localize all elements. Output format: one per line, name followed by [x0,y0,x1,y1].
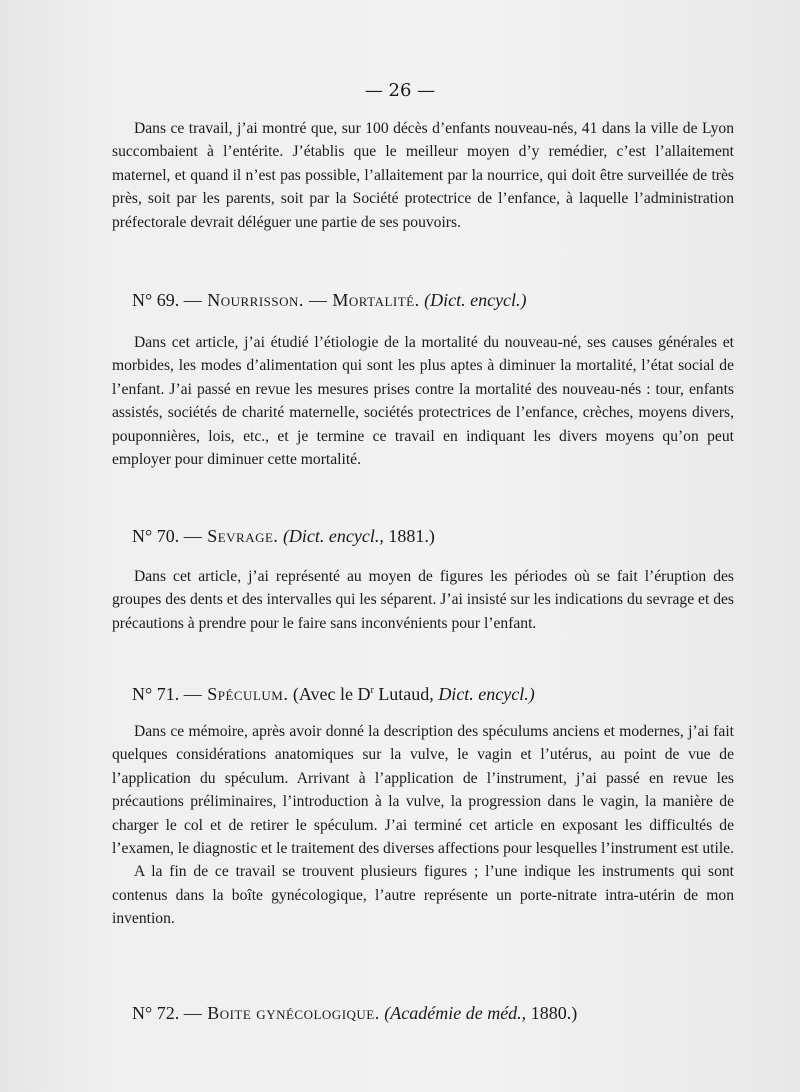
entry-72-year: 1880.) [530,1003,578,1023]
entry-71-coauthor-sup: r [370,685,374,696]
entry-71-source: Dict. encycl.) [438,684,535,704]
entry-70-paragraph: Dans cet article, j’ai représenté au moyen de figures les périodes où se fait l’éruption des groupes des dents et des intervalles qui les séparent. J’ai insisté sur les indications du sevrage et des précautions à prendre pour le faire sans inconvénients pour l’enfant. [112,568,734,632]
entry-71-paragraph-2: A la fin de ce travail se trouvent plusieurs figures ; l’une indique les instruments qui sont contenus dans la boîte gynécologique, l’autre représente un porte-nitrate intra-utérin de mon invention. [112,863,734,928]
entry-71-title: — Spéculum. [183,684,289,704]
entry-72-heading [112,1000,734,1026]
entry-71-body [112,720,734,931]
entry-69-source: (Dict. encycl.) [424,290,527,310]
entry-69-body [112,331,734,471]
entry-69-number: N° 69. [132,290,180,310]
entry-70-year: 1881.) [388,526,435,546]
page-number: — 26 — [364,80,436,101]
entry-72-source: (Académie de méd., [384,1003,527,1023]
entry-70-heading [112,523,734,549]
entry-69-paragraph: Dans cet article, j’ai étudié l’étiologie de la mortalité du nouveau-né, ses causes générales et morbides, les modes d’alimentation qui sont les plus aptes à diminuer la mortalité, l’état social de l’enfant. J’ai passé en revue les mesures prises contre la mortalité des nouveau-nés : tour, enfants assistés, sociétés de charité maternelle, sociétés protectrices de l’enfance, crèches, moyens divers, pouponnières, lois, etc., et je termine ce travail en indiquant les divers moyens qu’on peut employer pour diminuer cette mortalité. [112,334,734,469]
entry-70-title: — Sevrage. [183,526,279,546]
entry-70-number: N° 70. [132,526,180,546]
entry-69-title: — Nourrisson. — Mortalité. [183,290,420,310]
entry-72-title: — Boite gynécologique. [183,1003,380,1023]
intro-section [112,117,734,234]
entry-71-number: N° 71. [132,684,180,704]
entry-70-source: (Dict. encycl., [282,526,384,546]
entry-71-heading [112,678,734,707]
intro-paragraph: Dans ce travail, j’ai montré que, sur 100 décès d’enfants nouveau-nés, 41 dans la ville de Lyon succombaient à l’entérite. J’établis que le meilleur moyen d’y remédier, c’est l’allaitement maternel, et quand il n’est pas possible, l’allaitement par la nourrice, qui doit être surveillée de très près, soit par les parents, soit par la Société protectrice de l’enfance, à laquelle l’administration préfectorale devrait déléguer une partie de ses pouvoirs. [112,120,734,231]
entry-72-number: N° 72. [132,1003,180,1023]
entry-69-heading [112,287,734,313]
entry-71-coauthor-name: Lutaud, [378,684,434,704]
entry-71-coauthor-prefix: (Avec le D [292,684,371,704]
entry-70-body [112,565,734,635]
entry-71-paragraph-1: Dans ce mémoire, après avoir donné la description des spéculums anciens et modernes, j’ai fait quelques considérations anatomiques sur la vulve, le vagin et l’utérus, au point de vue de l’application du spéculum. Arrivant à l’application de l’instrument, j’ai passé en revue les précautions préliminaires, l’introduction à la vulve, la progression dans le vagin, la manière de charger le col et de retirer le spéculum. J’ai terminé cet article en exposant les difficultés de l’examen, le diagnostic et le traitement des diverses affections pour lesquelles l’instrument est utile. [112,723,734,858]
